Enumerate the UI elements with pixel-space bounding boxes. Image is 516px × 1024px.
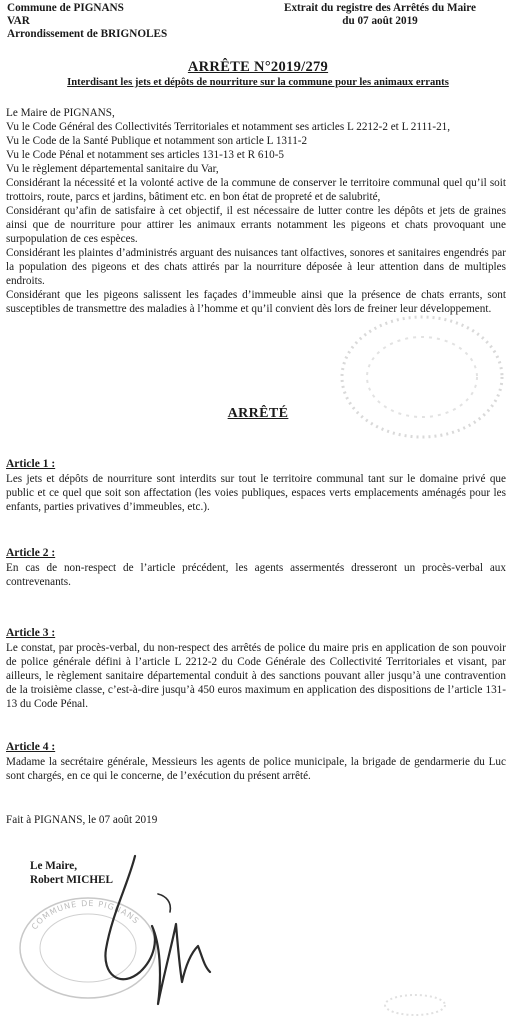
preamble-line: Considérant les plaintes d’administrés arguant des nuisances tant olfactives, sonores et sanitaires engendrés par la population des pigeons et des chats attirés par la nourriture déposée à leur attention dans de multiples endroits. xyxy=(6,247,506,287)
arrondissement-name: Arrondissement de BRIGNOLES xyxy=(7,28,168,40)
preamble-line: Considérant qu’afin de satisfaire à cet objectif, il est nécessaire de lutter contre les dépôts et jets de graines ainsi que de nourriture pour attirer les animaux errants notamment les pigeons et chats provoquant une surpopulation de ces espèces. xyxy=(6,205,506,245)
svg-text:COMMUNE DE PIGNANS: COMMUNE DE PIGNANS xyxy=(29,898,142,932)
department-name: VAR xyxy=(7,15,30,27)
place-and-date: Fait à PIGNANS, le 07 août 2019 xyxy=(6,814,158,826)
commune-name: Commune de PIGNANS xyxy=(7,2,124,14)
preamble-line: Le Maire de PIGNANS, xyxy=(6,107,115,119)
article-4-body: Madame la secrétaire générale, Messieurs les agents de police municipale, la brigade de gendarmerie du Luc sont chargés, en ce qui le concerne, de l’exécution du présent arrêté. xyxy=(6,756,506,782)
article-1-body: Les jets et dépôts de nourriture sont interdits sur tout le territoire communal tant sur le domaine privé que public et ce quel que soit son affectation (les voies publiques, espaces verts emplacements aménagés pour les enfants, parties privatives d’immeubles, etc.). xyxy=(6,473,506,513)
article-1-heading: Article 1 : xyxy=(6,458,56,470)
signatory-name: Robert MICHEL xyxy=(30,874,113,886)
handwritten-signature xyxy=(100,854,220,1014)
arrete-heading: ARRÊTÉ xyxy=(227,406,289,421)
registry-date: du 07 août 2019 xyxy=(342,15,418,27)
article-3-heading: Article 3 : xyxy=(6,627,56,639)
article-2-body: En cas de non-respect de l’article précédent, les agents assermentés dresseront un procès-verbal aux contrevenants. xyxy=(6,562,506,588)
faint-seal-impression xyxy=(332,307,512,447)
decree-title: ARRÊTE N°2019/279 xyxy=(187,59,329,75)
article-3-body: Le constat, par procès-verbal, du non-respect des arrêtés de police du maire pris en application de son pouvoir de police générale défini à l’article L 2212-2 du Code Générale des Collectivité Territoriales et visant, par ailleurs, le règlement sanitaire départemental conduit à des sanctions pouvant aller jusqu’à une contravention de la troisième classe, c’est-à-dire jusqu’à 450 euros maximum en application des dispositions de l’article 131-13 du Code Pénal. xyxy=(6,642,506,710)
preamble-line: Vu le Code Pénal et notamment ses articles 131-13 et R 610-5 xyxy=(6,149,285,161)
signatory-role: Le Maire, xyxy=(30,860,78,872)
preamble xyxy=(6,106,506,316)
preamble-line: Considérant que les pigeons salissent les façades d’immeuble ainsi que la présence de chats errants, sont susceptibles de transmettre des maladies à l’homme et qu’il convient dès lors de freiner leur développement. xyxy=(6,289,506,315)
article-4-heading: Article 4 : xyxy=(6,741,56,753)
article-2-heading: Article 2 : xyxy=(6,547,56,559)
preamble-line: Vu le règlement départemental sanitaire du Var, xyxy=(6,163,219,175)
decree-subtitle: Interdisant les jets et dépôts de nourriture sur la commune pour les animaux errants xyxy=(67,77,449,88)
preamble-line: Vu le Code Général des Collectivités Territoriales et notamment ses articles L 2212-2 et L 2111-21, xyxy=(6,121,451,133)
header-left xyxy=(7,2,167,41)
header-right xyxy=(256,2,504,28)
preamble-line: Vu le Code de la Santé Publique et notamment son article L 1311-2 xyxy=(6,135,308,147)
faint-marks xyxy=(380,990,450,1020)
registry-extract: Extrait du registre des Arrêtés du Maire xyxy=(283,2,477,14)
preamble-line: Considérant la nécessité et la volonté active de la commune de conserver le territoire communal quel qu’il soit trottoirs, route, parcs et jardins, bâtiment etc. en bon état de propreté et de salubrité, xyxy=(6,177,506,203)
